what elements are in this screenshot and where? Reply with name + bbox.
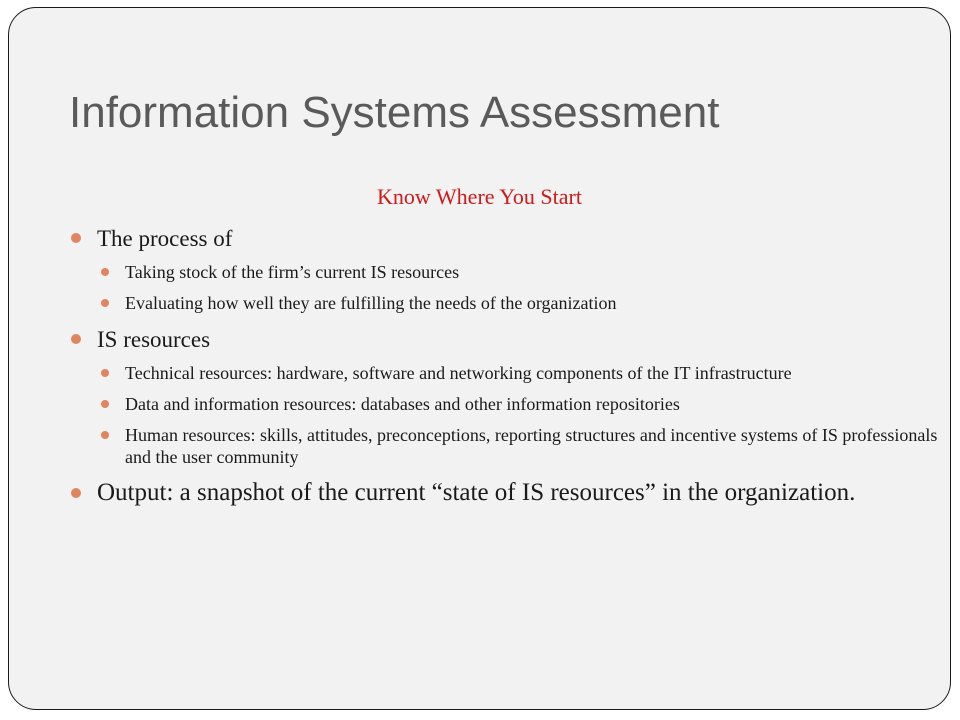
sub-bullet-text: Taking stock of the firm’s current IS resources [125, 262, 460, 282]
bullet-item [69, 323, 949, 468]
slide-title: Information Systems Assessment [69, 88, 720, 137]
sub-bullet-list [97, 362, 949, 468]
sub-bullet-dot-icon [101, 400, 109, 408]
sub-bullet-dot-icon [101, 431, 109, 439]
sub-bullet-item [97, 362, 949, 384]
sub-bullet-dot-icon [101, 369, 109, 377]
bullet-item [69, 477, 949, 508]
sub-bullet-text: Data and information resources: databases and other information repositories [125, 394, 680, 414]
sub-bullet-item [97, 424, 949, 468]
sub-bullet-dot-icon [101, 299, 109, 307]
sub-bullet-item [97, 292, 949, 314]
slide-frame [8, 7, 951, 710]
bullet-item [69, 222, 949, 314]
bullet-text: The process of [97, 226, 233, 251]
sub-bullet-list [97, 261, 949, 314]
slide-subtitle: Know Where You Start [377, 184, 582, 209]
sub-bullet-item [97, 261, 949, 283]
bullet-dot-icon [71, 334, 81, 344]
sub-bullet-dot-icon [101, 268, 109, 276]
sub-bullet-item [97, 393, 949, 415]
bullet-text: IS resources [97, 327, 211, 352]
sub-bullet-text: Evaluating how well they are fulfilling the needs of the organization [125, 293, 617, 313]
sub-bullet-text: Human resources: skills, attitudes, preconceptions, reporting structures and incentive systems of IS professionals and the user community [125, 425, 938, 467]
bullet-dot-icon [71, 488, 81, 498]
sub-bullet-text: Technical resources: hardware, software and networking components of the IT infrastructure [125, 363, 792, 383]
bullet-text: Output: a snapshot of the current “state of IS resources” in the organization. [97, 479, 856, 506]
bullet-dot-icon [71, 233, 81, 243]
bullet-list [69, 222, 949, 508]
